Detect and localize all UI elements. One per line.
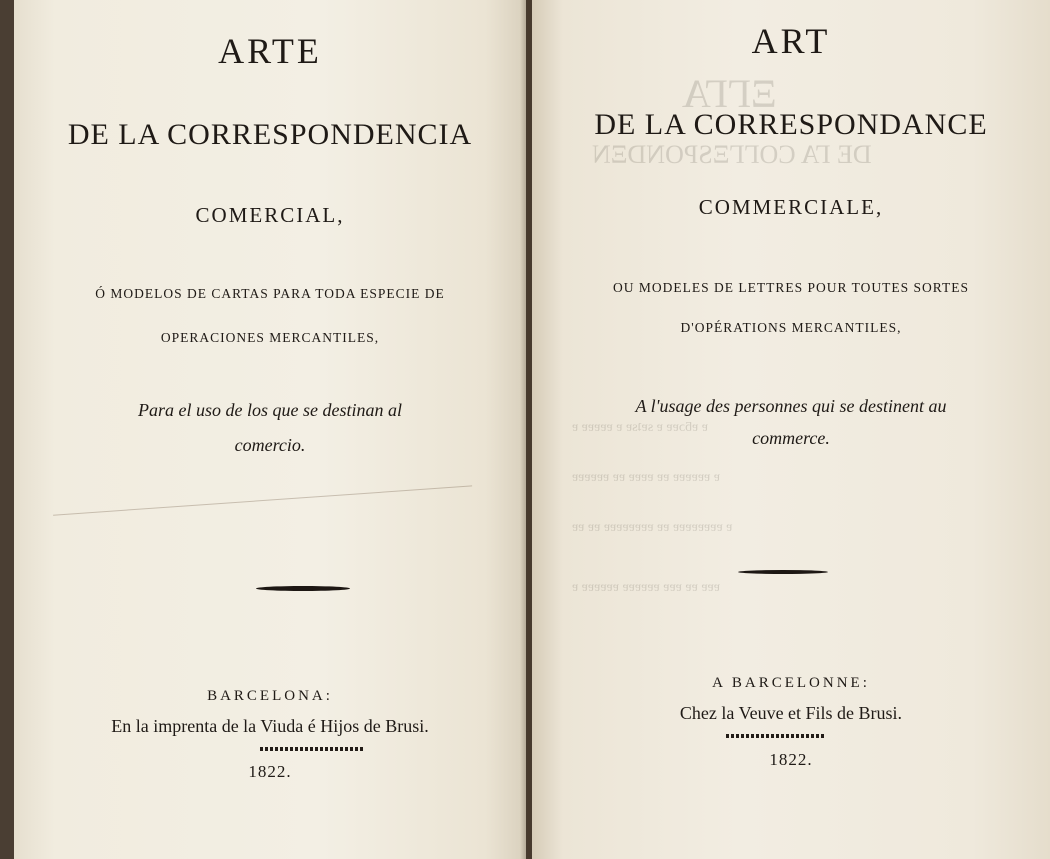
right-purpose-line-1: A l'usage des personnes qui se destinent au <box>635 396 947 416</box>
right-subtitle: DE LA CORRESPONDANCE <box>594 108 988 141</box>
page-crease <box>53 485 475 555</box>
show-through-text: ɐɐɐ ɐɐ ɐɐɐ ɐɐɐɐɐɐ ɐɐɐɐɐɐ ɐ <box>572 580 720 595</box>
show-through-text: ΞΓΓΑ <box>682 71 777 116</box>
left-purpose-line-1: Para el uso de los que se destinan al <box>138 400 402 420</box>
right-imprint-city: A BARCELONNE: <box>712 675 870 691</box>
show-through-text: ɐ ɐƃɔɐɐ ɐ sɐʇsɐ ɐ ɐɐɐɐɐ ɐ <box>572 420 708 435</box>
right-purpose-line-2: commerce. <box>752 428 830 448</box>
right-subtitle-commercial: COMMERCIALE, <box>698 195 884 219</box>
show-through-text: ɐ ɐɐɐɐɐɐɐɐ ɐɐ ɐɐɐɐɐɐɐɐ ɐɐ ɐɐ <box>572 520 733 535</box>
left-year: 1822. <box>248 762 292 781</box>
right-year: 1822. <box>769 750 813 769</box>
left-description-line-1: Ó MODELOS DE CARTAS PARA TODA ESPECIE DE <box>95 286 445 301</box>
show-through-text: DE ΓΑ COΓΓΞSPONDΞΝ <box>592 140 872 169</box>
left-imprint: En la imprenta de la Viuda é Hijos de Brusi. <box>111 716 429 736</box>
right-imprint: Chez la Veuve et Fils de Brusi. <box>679 703 903 723</box>
right-title: ART <box>751 21 831 61</box>
dotted-divider <box>260 747 364 751</box>
left-page <box>14 0 526 859</box>
left-imprint-city: BARCELONA: <box>207 688 333 704</box>
ornamental-rule <box>738 570 828 574</box>
right-page <box>532 0 1050 859</box>
dotted-divider <box>726 734 826 738</box>
left-subtitle: DE LA CORRESPONDENCIA <box>67 118 473 151</box>
right-description-line-2: D'OPÉRATIONS MERCANTILES, <box>680 320 902 335</box>
show-through-text: ɐ ɐɐɐɐɐɐ ɐɐ ɐɐɐɐ ɐɐ ɐɐɐɐɐɐ <box>572 470 720 485</box>
right-description-line-1: OU MODELES DE LETTRES POUR TOUTES SORTES <box>613 280 969 295</box>
ornamental-rule <box>256 586 350 591</box>
left-subtitle-commercial: COMERCIAL, <box>195 203 345 227</box>
left-title: ARTE <box>218 31 322 71</box>
left-description-line-2: OPERACIONES MERCANTILES, <box>160 330 380 345</box>
left-purpose-line-2: comercio. <box>234 435 306 455</box>
